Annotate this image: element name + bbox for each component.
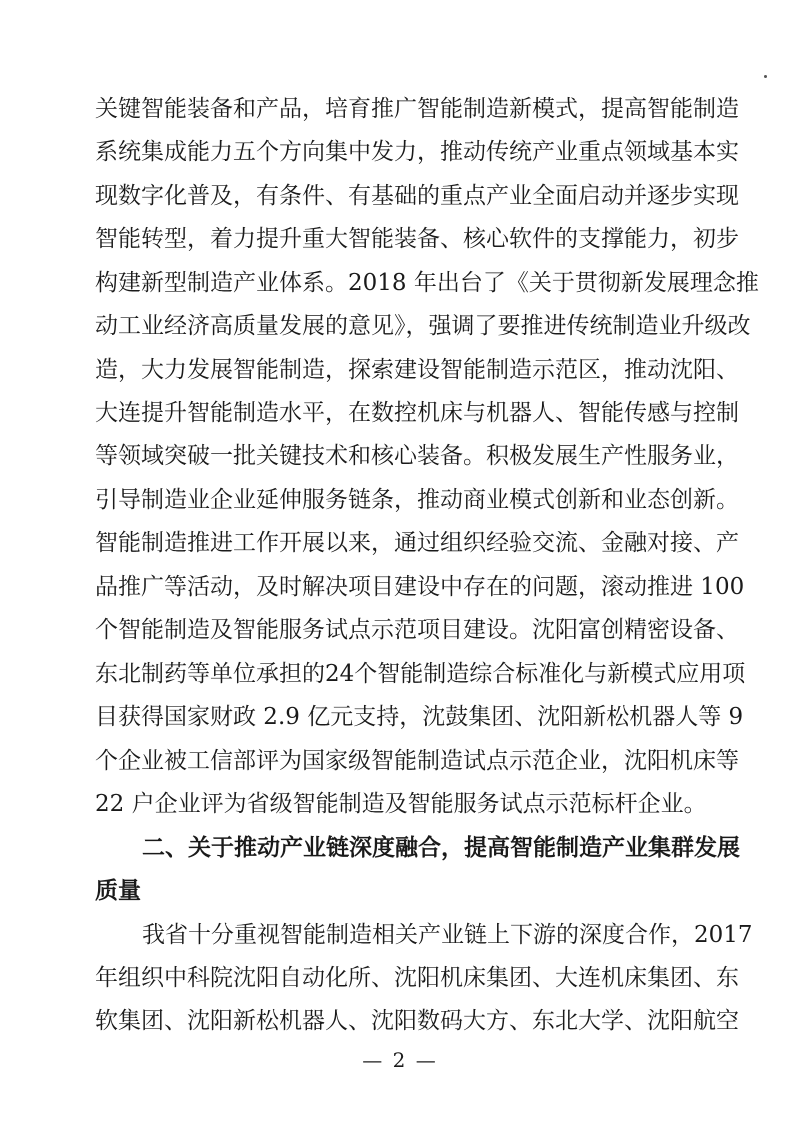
section-heading: 二、关于推动产业链深度融合，提高智能制造产业集群发展	[142, 835, 740, 861]
page-number: — 2 —	[362, 1048, 438, 1072]
text-line: 造，大力发展智能制造，探索建设智能制造示范区，推动沈阳、	[95, 357, 739, 383]
text-line: 个智能制造及智能服务试点示范项目建设。沈阳富创精密设备、	[95, 617, 739, 643]
text-line: 系统集成能力五个方向集中发力，推动传统产业重点领域基本实	[95, 139, 739, 165]
text-line: 动工业经济高质量发展的意见》，强调了要推进传统制造业升级改	[95, 313, 751, 339]
text-line: 品推广等活动，及时解决项目建设中存在的问题，滚动推进 100	[95, 574, 745, 600]
scan-speck	[764, 75, 767, 78]
section-heading-continued: 质量	[95, 878, 141, 904]
text-line: 软集团、沈阳新松机器人、沈阳数码大方、东北大学、沈阳航空	[95, 1008, 739, 1034]
text-line: 智能转型，着力提升重大智能装备、核心软件的支撑能力，初步	[95, 226, 739, 252]
text-line: 大连提升智能制造水平，在数控机床与机器人、智能传感与控制	[95, 400, 739, 426]
text-line: 目获得国家财政 2.9 亿元支持，沈鼓集团、沈阳新松机器人等 9	[95, 704, 744, 730]
text-line: 智能制造推进工作开展以来，通过组织经验交流、金融对接、产	[95, 530, 739, 556]
text-line: 我省十分重视智能制造相关产业链上下游的深度合作，2017	[142, 922, 753, 948]
text-line: 关键智能装备和产品，培育推广智能制造新模式，提高智能制造	[95, 96, 739, 122]
text-line: 个企业被工信部评为国家级智能制造试点示范企业，沈阳机床等	[95, 748, 739, 774]
text-line: 引导制造业企业延伸服务链条，推动商业模式创新和业态创新。	[95, 487, 739, 513]
text-line: 等领域突破一批关键技术和核心装备。积极发展生产性服务业，	[95, 443, 739, 469]
text-line: 年组织中科院沈阳自动化所、沈阳机床集团、大连机床集团、东	[95, 965, 739, 991]
text-line: 22 户企业评为省级智能制造及智能服务试点示范标杆企业。	[95, 791, 707, 817]
text-line: 构建新型制造产业体系。2018 年出台了《关于贯彻新发展理念推	[95, 270, 759, 296]
text-line: 现数字化普及，有条件、有基础的重点产业全面启动并逐步实现	[95, 183, 739, 209]
text-line: 东北制药等单位承担的24个智能制造综合标准化与新模式应用项	[95, 661, 746, 687]
